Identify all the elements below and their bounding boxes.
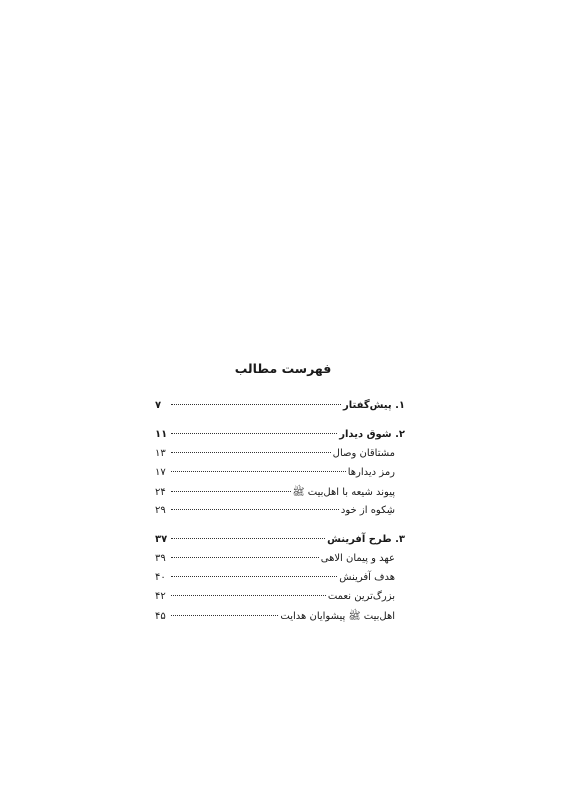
toc-entry-page: ۲۴ — [155, 487, 166, 498]
dot-leader — [171, 615, 278, 616]
dot-leader — [171, 557, 319, 558]
toc-entry-label: رمز دیدارها — [347, 467, 395, 478]
toc-entry-section[interactable] — [155, 610, 405, 629]
toc-entry-page: ۴۰ — [155, 572, 166, 583]
toc-entry-label: مشتاقان وصال — [332, 448, 395, 459]
toc-entry-page: ۴۵ — [155, 611, 166, 622]
toc-entry-page: ۳۹ — [155, 553, 166, 564]
toc-entry-section[interactable] — [155, 486, 405, 505]
dot-leader — [171, 538, 325, 539]
toc-entry-page: ۱۷ — [155, 467, 166, 478]
toc-entry-page: ۴۲ — [155, 591, 166, 602]
toc-entry-section[interactable] — [155, 553, 405, 572]
dot-leader — [171, 452, 331, 453]
toc-entry-section[interactable] — [155, 448, 405, 467]
toc-entry-label: ۱. پیش‌گفتار — [343, 400, 405, 411]
toc-title: فهرست مطالب — [234, 361, 332, 376]
dot-leader — [171, 404, 341, 405]
toc-entry-label: شِکوه از خود — [340, 505, 395, 516]
toc-entry-section[interactable] — [155, 572, 405, 591]
toc-entry-label: ۲. شوق دیدار — [339, 429, 405, 440]
toc-entry-section[interactable] — [155, 467, 405, 486]
toc-entry-label: بزرگ‌ترین نعمت — [327, 591, 395, 602]
toc-entry-page: ۱۳ — [155, 448, 166, 459]
toc-entry-section[interactable] — [155, 505, 405, 524]
table-of-contents — [155, 400, 405, 629]
toc-entry-chapter-3[interactable] — [155, 534, 405, 553]
toc-entry-label: پیوند شیعه با اهل‌بیت ﷺ — [292, 487, 395, 498]
toc-entry-chapter-2[interactable] — [155, 429, 405, 448]
dot-leader — [171, 471, 346, 472]
toc-entry-label: اهل‌بیت ﷺ پیشوایان هدایت — [280, 611, 395, 622]
toc-entry-section[interactable] — [155, 591, 405, 610]
toc-entry-page: ۳۷ — [155, 534, 168, 545]
toc-entry-page: ۲۹ — [155, 505, 166, 516]
dot-leader — [171, 509, 339, 510]
toc-entry-chapter-1[interactable] — [155, 400, 405, 419]
toc-entry-page: ۷ — [155, 400, 162, 411]
dot-leader — [171, 576, 337, 577]
toc-entry-label: ۳. طرح آفرینش — [327, 534, 405, 545]
toc-entry-page: ۱۱ — [155, 429, 168, 440]
toc-entry-label: هدف آفرینش — [339, 572, 395, 583]
toc-entry-label: عهد و پیمان الاهی — [320, 553, 395, 564]
dot-leader — [171, 595, 326, 596]
dot-leader — [171, 491, 291, 492]
dot-leader — [171, 433, 337, 434]
